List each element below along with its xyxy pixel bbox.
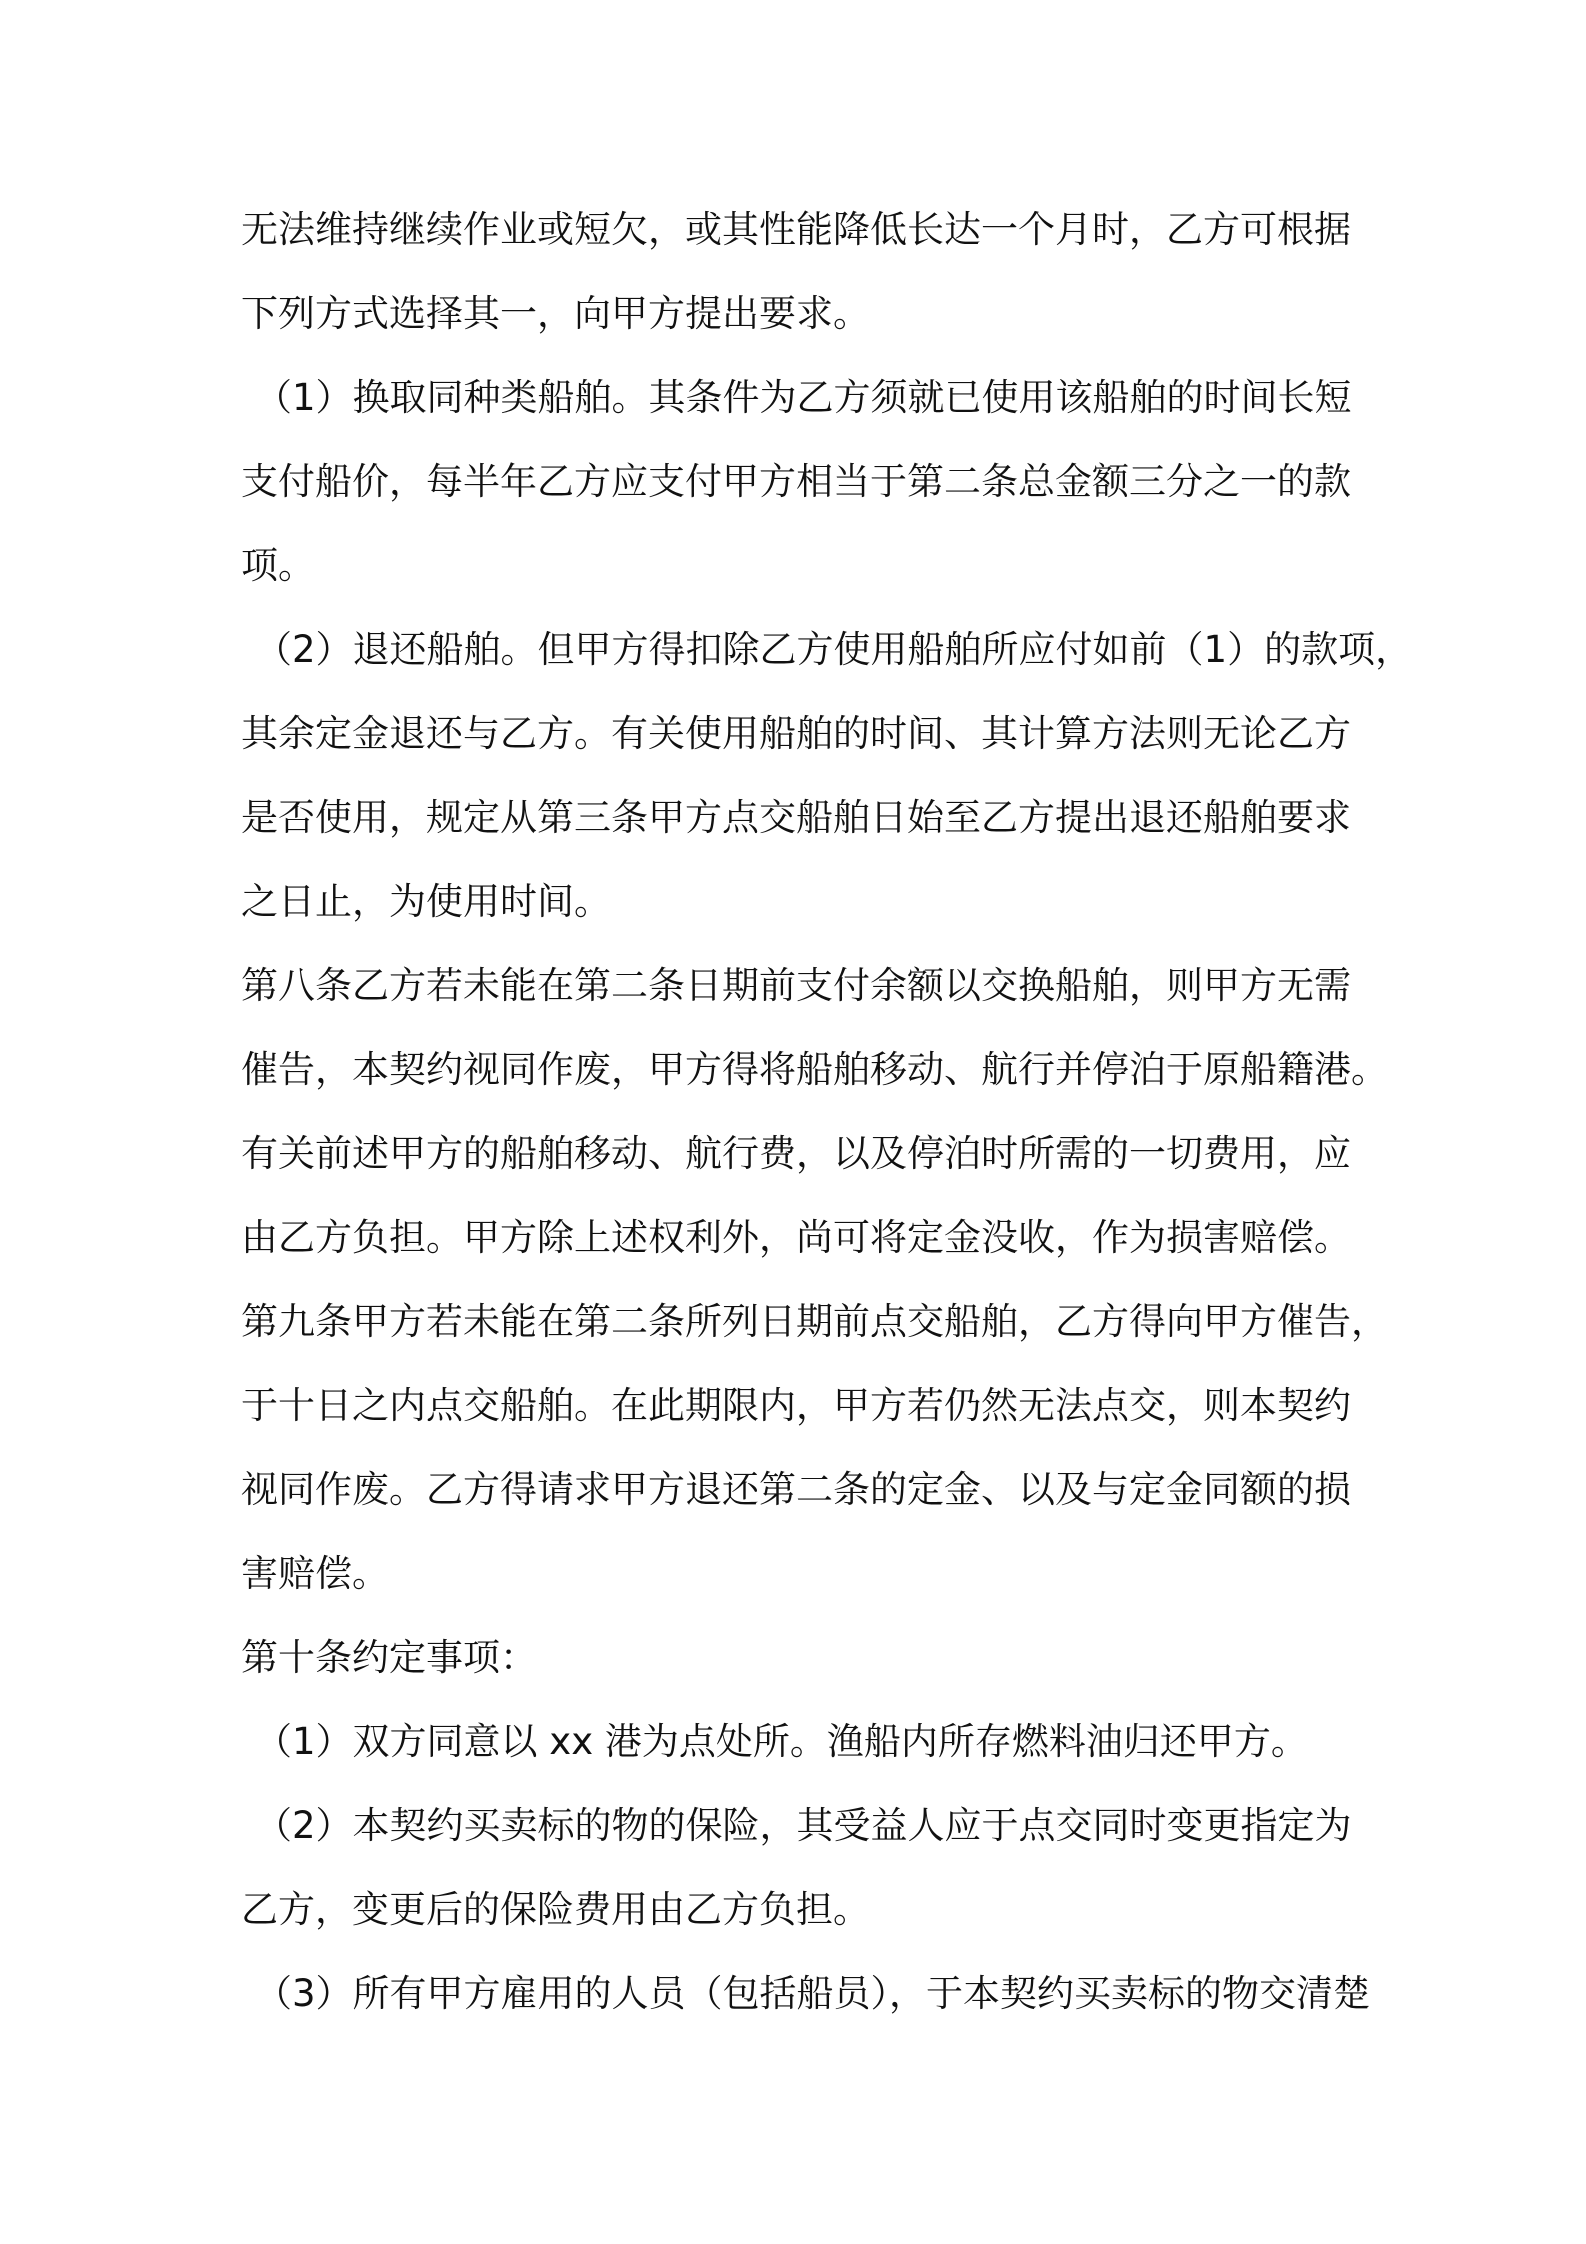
text-line: 乙方，变更后的保险费用由乙方负担。: [241, 1888, 870, 1931]
article-line: 第十条约定事项：: [241, 1636, 537, 1679]
text-line: 是否使用，规定从第三条甲方点交船舶日始至乙方提出退还船舶要求: [241, 796, 1351, 839]
text-line: 其余定金退还与乙方。有关使用船舶的时间、其计算方法则无论乙方: [241, 712, 1351, 755]
text-line: 催告，本契约视同作废，甲方得将船舶移动、航行并停泊于原船籍港。: [241, 1048, 1388, 1091]
text-line: 下列方式选择其一，向甲方提出要求。: [241, 292, 870, 335]
text-line: 有关前述甲方的船舶移动、航行费，以及停泊时所需的一切费用，应: [241, 1132, 1351, 1175]
text-line: 无法维持继续作业或短欠，或其性能降低长达一个月时，乙方可根据: [241, 208, 1351, 251]
list-item-line: （3）所有甲方雇用的人员（包括船员），于本契约买卖标的物交清楚: [255, 1972, 1371, 2015]
text-line: 项。: [241, 544, 315, 587]
text-line: 视同作废。乙方得请求甲方退还第二条的定金、以及与定金同额的损: [241, 1468, 1351, 1511]
list-item-line: （2）退还船舶。但甲方得扣除乙方使用船舶所应付如前（1）的款项，: [255, 628, 1413, 671]
list-item-line: （1）双方同意以 xx 港为点处所。渔船内所存燃料油归还甲方。: [255, 1720, 1308, 1763]
text-line: 之日止，为使用时间。: [241, 880, 611, 923]
list-item-line: （2）本契约买卖标的物的保险，其受益人应于点交同时变更指定为: [255, 1804, 1352, 1847]
text-line: 由乙方负担。甲方除上述权利外，尚可将定金没收，作为损害赔偿。: [241, 1216, 1351, 1259]
text-line: 支付船价，每半年乙方应支付甲方相当于第二条总金额三分之一的款: [241, 460, 1351, 503]
text-line: 害赔偿。: [241, 1552, 389, 1595]
article-line: 第九条甲方若未能在第二条所列日期前点交船舶，乙方得向甲方催告，: [241, 1300, 1388, 1343]
text-line: 于十日之内点交船舶。在此期限内，甲方若仍然无法点交，则本契约: [241, 1384, 1351, 1427]
article-line: 第八条乙方若未能在第二条日期前支付余额以交换船舶，则甲方无需: [241, 964, 1351, 1007]
list-item-line: （1）换取同种类船舶。其条件为乙方须就已使用该船舶的时间长短: [255, 376, 1352, 419]
